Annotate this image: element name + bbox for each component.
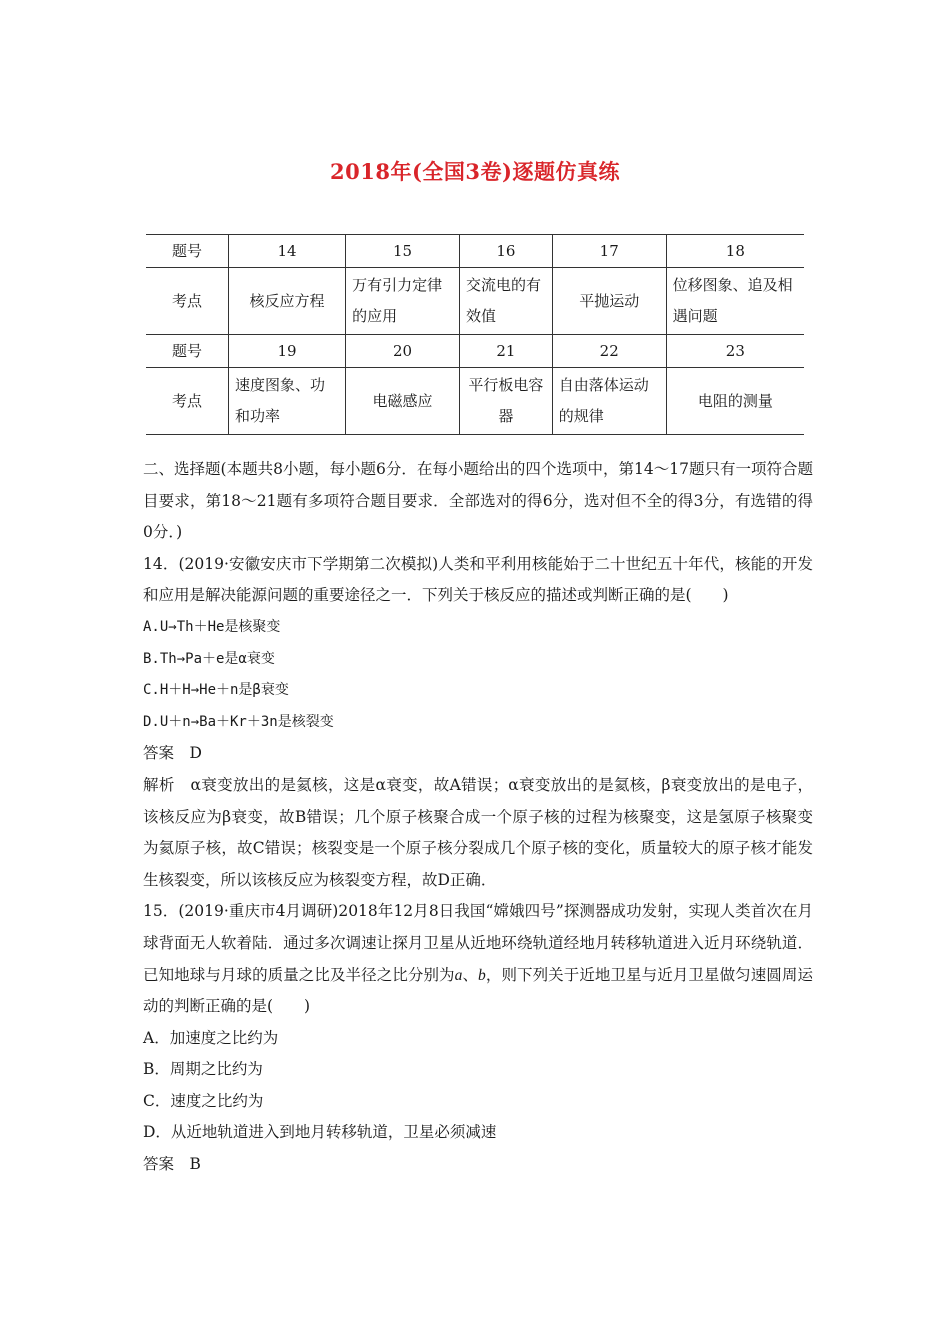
option-a: A.U→Th＋He是核聚变 [143, 618, 281, 635]
analysis: 解析 α衰变放出的是氦核，这是α衰变，故A错误；α衰变放出的是氦核，β衰变放出的是电子，该核反应为β衰变，故B错误；几个原子核聚合成一个原子核的过程为核聚变，这是氢原子核聚变为氦原子核，故C错误；核裂变是一个原子核分裂成几个原子核的变化，质量较大的原子核才能发生核裂变，所以该核反应为核裂变方程，故D正确． [143, 775, 813, 889]
question-number: 16 [460, 235, 553, 268]
option-a: A．加速度之比约为 [143, 1028, 279, 1047]
option-c: C.H＋H→He＋n是β衰变 [143, 682, 289, 699]
option-d: D．从近地轨道进入到地月转移轨道，卫星必须减速 [143, 1123, 497, 1142]
question-number: 23 [666, 335, 804, 368]
question-number: 19 [229, 335, 346, 368]
topic-cell: 平抛运动 [552, 268, 666, 335]
question-number: 21 [460, 335, 553, 368]
question-number: 14 [229, 235, 346, 268]
row-label: 题号 [146, 335, 229, 368]
variable-a: a [454, 966, 463, 984]
topic-cell: 电磁感应 [346, 368, 460, 435]
document-body [143, 454, 813, 1181]
option-d: D.U＋n→Ba＋Kr＋3n是核裂变 [143, 713, 334, 730]
question-number: 17 [552, 235, 666, 268]
topic-cell: 自由落体运动的规律 [552, 368, 666, 435]
separator: 、 [462, 965, 479, 984]
topic-table [146, 234, 804, 435]
variable-b: b [478, 966, 486, 984]
option-b: B.Th→Pa＋e是α衰变 [143, 650, 275, 667]
row-label: 考点 [146, 268, 229, 335]
table-row [146, 268, 804, 335]
row-label: 考点 [146, 368, 229, 435]
option-c: C．速度之比约为 [143, 1091, 264, 1110]
answer: 答案 D [143, 744, 202, 763]
question-15-stem [143, 896, 813, 1022]
answer: 答案 B [143, 1155, 201, 1174]
stem-part: 15．(2019·重庆市4月调研)2018年12月8日我国“嫦娥四号”探测器成功发射，实现人类首次在月球背面无人软着陆．通过多次调速让探月卫星从近地环绕轨道经地月转移轨道进入近月环绕轨道．已知地球与月球的质量之比及半径之比分别为 [143, 902, 813, 984]
question-number: 18 [666, 235, 804, 268]
topic-cell: 位移图象、追及相遇问题 [666, 268, 804, 335]
section-intro: 二、选择题(本题共8小题，每小题6分．在每小题给出的四个选项中，第14～17题只有一项符合题目要求，第18～21题有多项符合题目要求．全部选对的得6分，选对但不全的得3分，有选错的得0分．) [143, 460, 813, 542]
topic-cell: 交流电的有效值 [460, 268, 553, 335]
stem-part: ，则下列关于近地卫星与近月卫星做匀速圆周运动的判断正确的是( ) [143, 965, 813, 1016]
topic-cell: 速度图象、功和功率 [229, 368, 346, 435]
row-label: 题号 [146, 235, 229, 268]
topic-cell: 电阻的测量 [666, 368, 804, 435]
option-b: B．周期之比约为 [143, 1060, 263, 1079]
table-row [146, 368, 804, 435]
page-title: 2018年(全国3卷)逐题仿真练 [330, 159, 620, 184]
table-row [146, 235, 804, 268]
topic-cell: 万有引力定律的应用 [346, 268, 460, 335]
question-number: 15 [346, 235, 460, 268]
question-14-stem: 14．(2019·安徽安庆市下学期第二次模拟)人类和平利用核能始于二十世纪五十年代，核能的开发和应用是解决能源问题的重要途径之一．下列关于核反应的描述或判断正确的是( ) [143, 554, 813, 605]
table-row [146, 335, 804, 368]
topic-cell: 平行板电容器 [460, 368, 553, 435]
question-number: 22 [552, 335, 666, 368]
question-number: 20 [346, 335, 460, 368]
topic-cell: 核反应方程 [229, 268, 346, 335]
